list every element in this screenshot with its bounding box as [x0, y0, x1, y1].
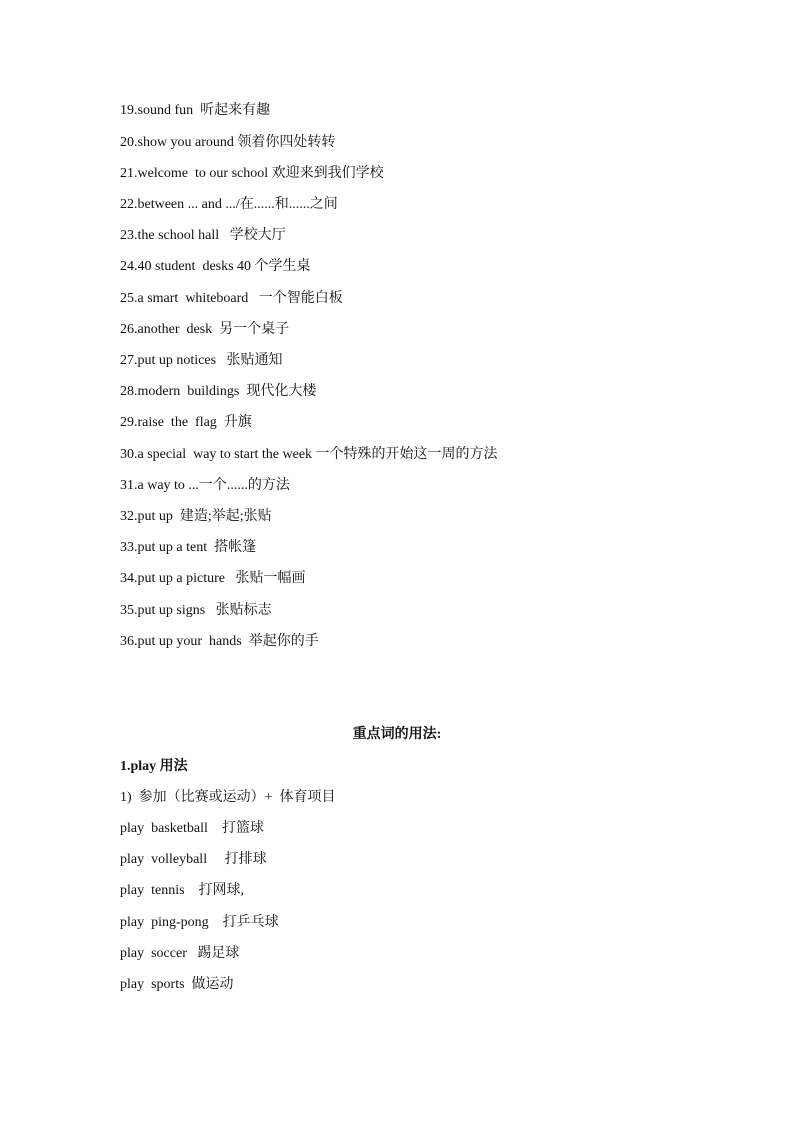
vocab-item: 21.welcome to our school 欢迎来到我们学校: [120, 166, 384, 181]
vocab-item: 26.another desk 另一个桌子: [120, 322, 290, 337]
example-item: play sports 做运动: [120, 977, 234, 992]
vocab-item: 29.raise the flag 升旗: [120, 415, 252, 430]
section-heading: 重点词的用法:: [352, 727, 442, 742]
vocab-item: 25.a smart whiteboard 一个智能白板: [120, 291, 343, 306]
vocab-item: 20.show you around 领着你四处转转: [120, 135, 336, 150]
vocab-item: 28.modern buildings 现代化大楼: [120, 384, 317, 399]
example-item: play soccer 踢足球: [120, 946, 240, 961]
usage-rule: 1) 参加（比赛或运动）+ 体育项目: [120, 790, 336, 805]
example-item: play volleyball 打排球: [120, 852, 267, 867]
vocab-item: 23.the school hall 学校大厅: [120, 228, 286, 243]
vocab-item: 36.put up your hands 举起你的手: [120, 634, 319, 649]
subsection-title: 1.play 用法: [120, 759, 188, 774]
vocab-item: 22.between ... and .../在......和......之间: [120, 197, 338, 212]
example-item: play tennis 打网球,: [120, 883, 245, 898]
vocab-item: 24.40 student desks 40 个学生桌: [120, 259, 311, 274]
example-item: play ping-pong 打乒乓球: [120, 915, 279, 930]
vocab-item: 33.put up a tent 搭帐篷: [120, 540, 257, 555]
vocab-item: 35.put up signs 张贴标志: [120, 603, 272, 618]
vocab-item: 19.sound fun 听起来有趣: [120, 103, 271, 118]
vocab-item: 34.put up a picture 张贴一幅画: [120, 571, 306, 586]
vocab-item: 31.a way to ...一个......的方法: [120, 478, 290, 493]
vocab-item: 30.a special way to start the week 一个特殊的开始这一周的方法: [120, 447, 498, 462]
vocab-item: 32.put up 建造;举起;张贴: [120, 509, 272, 524]
example-item: play basketball 打篮球: [120, 821, 264, 836]
vocab-item: 27.put up notices 张贴通知: [120, 353, 283, 368]
